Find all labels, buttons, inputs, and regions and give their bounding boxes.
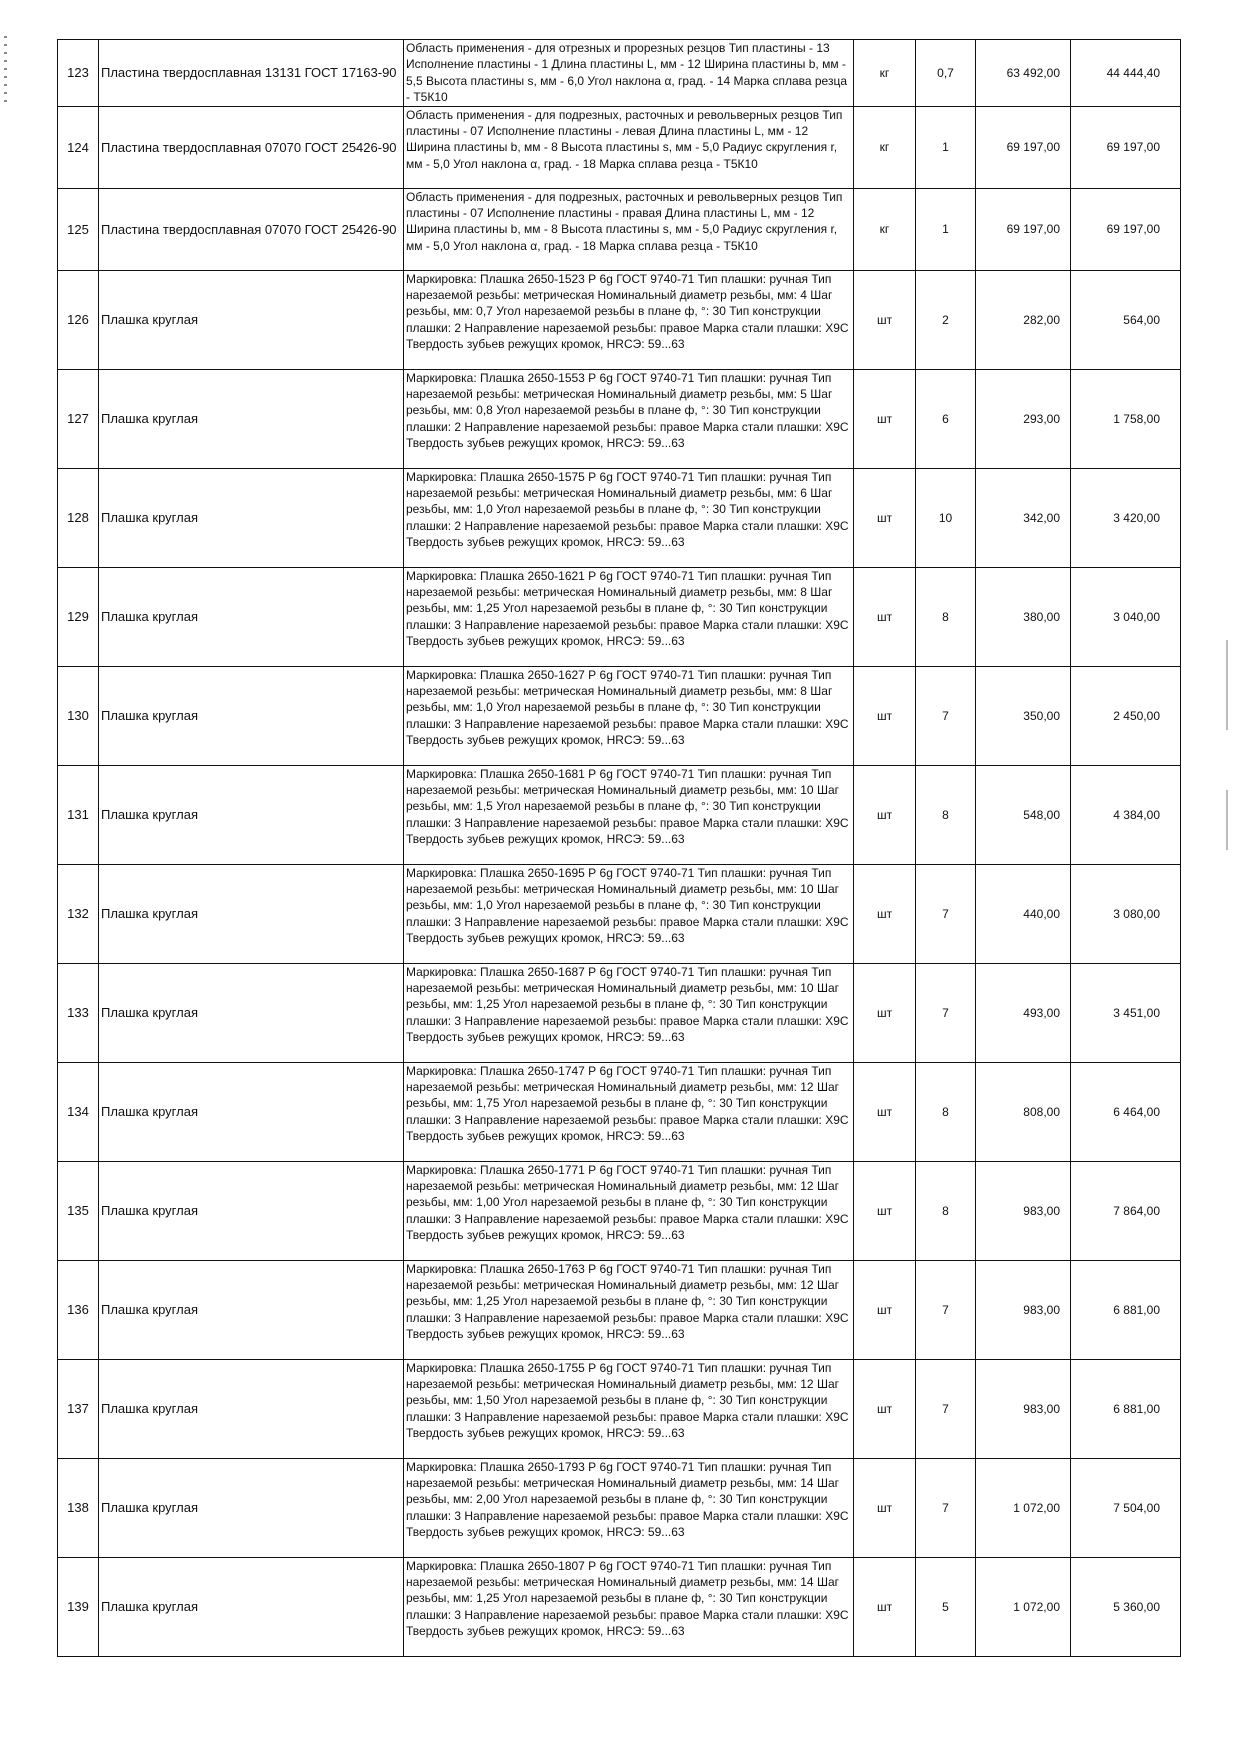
- item-unit: шт: [854, 1458, 916, 1557]
- item-unit: шт: [854, 1260, 916, 1359]
- item-unit: кг: [854, 40, 916, 107]
- item-total: 6 881,00: [1071, 1359, 1181, 1458]
- item-price: 1 072,00: [976, 1458, 1071, 1557]
- item-unit: шт: [854, 468, 916, 567]
- table-row: [58, 567, 1181, 666]
- item-price: 983,00: [976, 1161, 1071, 1260]
- item-total: 6 464,00: [1071, 1062, 1181, 1161]
- item-price: 282,00: [976, 270, 1071, 369]
- row-number: 137: [58, 1359, 99, 1458]
- item-spec: Маркировка: Плашка 2650-1747 Р 6g ГОСТ 9740-71 Тип плашки: ручная Тип нарезаемой резьбы: метрическая Номинальный диаметр резьбы, мм: 12 Шаг резьбы, мм: 1,75 Угол нарезаемой резьбы в плане ф, °: 30 Тип конструкции плашки: 3 Направление нарезаемой резьбы: правое Марка стали плашки: Х9С Твердость зубьев режущих кромок, HRCЭ: 59...63: [404, 1062, 854, 1161]
- item-name: Плашка круглая: [99, 1161, 404, 1260]
- row-number: 139: [58, 1557, 99, 1656]
- item-unit: шт: [854, 1557, 916, 1656]
- item-price: 293,00: [976, 369, 1071, 468]
- item-quantity: 2: [916, 270, 976, 369]
- item-spec: Область применения - для подрезных, расточных и револьверных резцов Тип пластины - 07 Исполнение пластины - правая Длина пластины L, мм - 12 Ширина пластины b, мм - 8 Высота пластины s, мм - 5,0 Радиус скругления r, мм - 5,0 Угол наклона α, град. - 18 Марка сплава резца - Т5К10: [404, 188, 854, 270]
- table-row: [58, 1062, 1181, 1161]
- item-total: 3 451,00: [1071, 963, 1181, 1062]
- row-number: 130: [58, 666, 99, 765]
- item-spec: Маркировка: Плашка 2650-1755 Р 6g ГОСТ 9740-71 Тип плашки: ручная Тип нарезаемой резьбы: метрическая Номинальный диаметр резьбы, мм: 12 Шаг резьбы, мм: 1,50 Угол нарезаемой резьбы в плане ф, °: 30 Тип конструкции плашки: 3 Направление нарезаемой резьбы: правое Марка стали плашки: Х9С Твердость зубьев режущих кромок, HRCЭ: 59...63: [404, 1359, 854, 1458]
- item-total: 3 040,00: [1071, 567, 1181, 666]
- item-unit: шт: [854, 567, 916, 666]
- item-total: 2 450,00: [1071, 666, 1181, 765]
- item-spec: Маркировка: Плашка 2650-1687 Р 6g ГОСТ 9740-71 Тип плашки: ручная Тип нарезаемой резьбы: метрическая Номинальный диаметр резьбы, мм: 10 Шаг резьбы, мм: 1,25 Угол нарезаемой резьбы в плане ф, °: 30 Тип конструкции плашки: 3 Направление нарезаемой резьбы: правое Марка стали плашки: Х9С Твердость зубьев режущих кромок, HRCЭ: 59...63: [404, 963, 854, 1062]
- item-unit: шт: [854, 270, 916, 369]
- item-price: 342,00: [976, 468, 1071, 567]
- row-number: 134: [58, 1062, 99, 1161]
- row-number: 128: [58, 468, 99, 567]
- row-number: 132: [58, 864, 99, 963]
- item-quantity: 7: [916, 666, 976, 765]
- item-price: 548,00: [976, 765, 1071, 864]
- row-number: 136: [58, 1260, 99, 1359]
- row-number: 133: [58, 963, 99, 1062]
- item-name: Плашка круглая: [99, 567, 404, 666]
- item-price: 63 492,00: [976, 40, 1071, 107]
- item-total: 7 864,00: [1071, 1161, 1181, 1260]
- table-row: [58, 963, 1181, 1062]
- table-row: [58, 666, 1181, 765]
- item-price: 69 197,00: [976, 188, 1071, 270]
- item-total: 5 360,00: [1071, 1557, 1181, 1656]
- item-name: Плашка круглая: [99, 369, 404, 468]
- item-spec: Маркировка: Плашка 2650-1523 Р 6g ГОСТ 9740-71 Тип плашки: ручная Тип нарезаемой резьбы: метрическая Номинальный диаметр резьбы, мм: 4 Шаг резьбы, мм: 0,7 Угол нарезаемой резьбы в плане ф, °: 30 Тип конструкции плашки: 2 Направление нарезаемой резьбы: правое Марка стали плашки: Х9С Твердость зубьев режущих кромок, HRCЭ: 59...63: [404, 270, 854, 369]
- item-name: Плашка круглая: [99, 765, 404, 864]
- row-number: 138: [58, 1458, 99, 1557]
- item-spec: Маркировка: Плашка 2650-1793 Р 6g ГОСТ 9740-71 Тип плашки: ручная Тип нарезаемой резьбы: метрическая Номинальный диаметр резьбы, мм: 14 Шаг резьбы, мм: 2,00 Угол нарезаемой резьбы в плане ф, °: 30 Тип конструкции плашки: 3 Направление нарезаемой резьбы: правое Марка стали плашки: Х9С Твердость зубьев режущих кромок, HRCЭ: 59...63: [404, 1458, 854, 1557]
- item-unit: шт: [854, 1359, 916, 1458]
- item-quantity: 1: [916, 106, 976, 188]
- item-spec: Маркировка: Плашка 2650-1627 Р 6g ГОСТ 9740-71 Тип плашки: ручная Тип нарезаемой резьбы: метрическая Номинальный диаметр резьбы, мм: 8 Шаг резьбы, мм: 1,0 Угол нарезаемой резьбы в плане ф, °: 30 Тип конструкции плашки: 3 Направление нарезаемой резьбы: правое Марка стали плашки: Х9С Твердость зубьев режущих кромок, HRCЭ: 59...63: [404, 666, 854, 765]
- table-row: [58, 106, 1181, 188]
- item-name: Плашка круглая: [99, 1359, 404, 1458]
- item-price: 1 072,00: [976, 1557, 1071, 1656]
- item-unit: шт: [854, 666, 916, 765]
- table-row: [58, 188, 1181, 270]
- item-quantity: 6: [916, 369, 976, 468]
- table-row: [58, 40, 1181, 107]
- item-total: 69 197,00: [1071, 106, 1181, 188]
- item-total: 3 420,00: [1071, 468, 1181, 567]
- item-spec: Маркировка: Плашка 2650-1763 Р 6g ГОСТ 9740-71 Тип плашки: ручная Тип нарезаемой резьбы: метрическая Номинальный диаметр резьбы, мм: 12 Шаг резьбы, мм: 1,25 Угол нарезаемой резьбы в плане ф, °: 30 Тип конструкции плашки: 3 Направление нарезаемой резьбы: правое Марка стали плашки: Х9С Твердость зубьев режущих кромок, HRCЭ: 59...63: [404, 1260, 854, 1359]
- table-row: [58, 270, 1181, 369]
- table-row: [58, 765, 1181, 864]
- scan-edge-line: [1226, 640, 1228, 730]
- row-number: 123: [58, 40, 99, 107]
- item-spec: Маркировка: Плашка 2650-1553 Р 6g ГОСТ 9740-71 Тип плашки: ручная Тип нарезаемой резьбы: метрическая Номинальный диаметр резьбы, мм: 5 Шаг резьбы, мм: 0,8 Угол нарезаемой резьбы в плане ф, °: 30 Тип конструкции плашки: 2 Направление нарезаемой резьбы: правое Марка стали плашки: Х9С Твердость зубьев режущих кромок, HRCЭ: 59...63: [404, 369, 854, 468]
- item-price: 380,00: [976, 567, 1071, 666]
- table-row: [58, 369, 1181, 468]
- items-table: [57, 39, 1181, 1657]
- item-quantity: 7: [916, 864, 976, 963]
- item-quantity: 7: [916, 1458, 976, 1557]
- item-spec: Маркировка: Плашка 2650-1575 Р 6g ГОСТ 9740-71 Тип плашки: ручная Тип нарезаемой резьбы: метрическая Номинальный диаметр резьбы, мм: 6 Шаг резьбы, мм: 1,0 Угол нарезаемой резьбы в плане ф, °: 30 Тип конструкции плашки: 2 Направление нарезаемой резьбы: правое Марка стали плашки: Х9С Твердость зубьев режущих кромок, HRCЭ: 59...63: [404, 468, 854, 567]
- item-quantity: 7: [916, 1260, 976, 1359]
- item-price: 983,00: [976, 1359, 1071, 1458]
- item-total: 3 080,00: [1071, 864, 1181, 963]
- scan-edge-line: [1226, 790, 1228, 850]
- item-quantity: 5: [916, 1557, 976, 1656]
- item-spec: Маркировка: Плашка 2650-1807 Р 6g ГОСТ 9740-71 Тип плашки: ручная Тип нарезаемой резьбы: метрическая Номинальный диаметр резьбы, мм: 14 Шаг резьбы, мм: 1,25 Угол нарезаемой резьбы в плане ф, °: 30 Тип конструкции плашки: 3 Направление нарезаемой резьбы: правое Марка стали плашки: Х9С Твердость зубьев режущих кромок, HRCЭ: 59...63: [404, 1557, 854, 1656]
- item-name: Плашка круглая: [99, 864, 404, 963]
- item-name: Плашка круглая: [99, 963, 404, 1062]
- item-unit: кг: [854, 188, 916, 270]
- item-price: 69 197,00: [976, 106, 1071, 188]
- item-name: Пластина твердосплавная 13131 ГОСТ 17163-90: [99, 40, 404, 107]
- item-spec: Область применения - для подрезных, расточных и револьверных резцов Тип пластины - 07 Исполнение пластины - левая Длина пластины L, мм - 12 Ширина пластины b, мм - 8 Высота пластины s, мм - 5,0 Радиус скругления r, мм - 5,0 Угол наклона α, град. - 18 Марка сплава резца - Т5К10: [404, 106, 854, 188]
- item-unit: шт: [854, 1161, 916, 1260]
- item-quantity: 8: [916, 1062, 976, 1161]
- item-spec: Маркировка: Плашка 2650-1771 Р 6g ГОСТ 9740-71 Тип плашки: ручная Тип нарезаемой резьбы: метрическая Номинальный диаметр резьбы, мм: 12 Шаг резьбы, мм: 1,00 Угол нарезаемой резьбы в плане ф, °: 30 Тип конструкции плашки: 3 Направление нарезаемой резьбы: правое Марка стали плашки: Х9С Твердость зубьев режущих кромок, HRCЭ: 59...63: [404, 1161, 854, 1260]
- item-quantity: 8: [916, 765, 976, 864]
- item-unit: шт: [854, 765, 916, 864]
- scan-edge-marks: [0, 30, 12, 150]
- item-total: 44 444,40: [1071, 40, 1181, 107]
- item-spec: Маркировка: Плашка 2650-1681 Р 6g ГОСТ 9740-71 Тип плашки: ручная Тип нарезаемой резьбы: метрическая Номинальный диаметр резьбы, мм: 10 Шаг резьбы, мм: 1,5 Угол нарезаемой резьбы в плане ф, °: 30 Тип конструкции плашки: 3 Направление нарезаемой резьбы: правое Марка стали плашки: Х9С Твердость зубьев режущих кромок, HRCЭ: 59...63: [404, 765, 854, 864]
- item-quantity: 0,7: [916, 40, 976, 107]
- item-name: Плашка круглая: [99, 270, 404, 369]
- row-number: 124: [58, 106, 99, 188]
- item-total: 6 881,00: [1071, 1260, 1181, 1359]
- item-name: Пластина твердосплавная 07070 ГОСТ 25426-90: [99, 188, 404, 270]
- item-unit: шт: [854, 963, 916, 1062]
- table-row: [58, 1359, 1181, 1458]
- item-price: 440,00: [976, 864, 1071, 963]
- row-number: 131: [58, 765, 99, 864]
- item-total: 4 384,00: [1071, 765, 1181, 864]
- item-spec: Маркировка: Плашка 2650-1695 Р 6g ГОСТ 9740-71 Тип плашки: ручная Тип нарезаемой резьбы: метрическая Номинальный диаметр резьбы, мм: 10 Шаг резьбы, мм: 1,0 Угол нарезаемой резьбы в плане ф, °: 30 Тип конструкции плашки: 3 Направление нарезаемой резьбы: правое Марка стали плашки: Х9С Твердость зубьев режущих кромок, HRCЭ: 59...63: [404, 864, 854, 963]
- item-quantity: 7: [916, 1359, 976, 1458]
- table-row: [58, 1161, 1181, 1260]
- item-spec: Область применения - для отрезных и прорезных резцов Тип пластины - 13 Исполнение пластины - 1 Длина пластины L, мм - 12 Ширина пластины b, мм - 5,5 Высота пластины s, мм - 6,0 Угол наклона α, град. - 14 Марка сплава резца - Т5К10: [404, 40, 854, 107]
- item-name: Плашка круглая: [99, 1062, 404, 1161]
- item-unit: шт: [854, 1062, 916, 1161]
- item-name: Плашка круглая: [99, 666, 404, 765]
- item-spec: Маркировка: Плашка 2650-1621 Р 6g ГОСТ 9740-71 Тип плашки: ручная Тип нарезаемой резьбы: метрическая Номинальный диаметр резьбы, мм: 8 Шаг резьбы, мм: 1,25 Угол нарезаемой резьбы в плане ф, °: 30 Тип конструкции плашки: 3 Направление нарезаемой резьбы: правое Марка стали плашки: Х9С Твердость зубьев режущих кромок, HRCЭ: 59...63: [404, 567, 854, 666]
- item-price: 493,00: [976, 963, 1071, 1062]
- item-total: 69 197,00: [1071, 188, 1181, 270]
- item-quantity: 8: [916, 1161, 976, 1260]
- item-unit: шт: [854, 864, 916, 963]
- row-number: 127: [58, 369, 99, 468]
- table-row: [58, 468, 1181, 567]
- row-number: 129: [58, 567, 99, 666]
- row-number: 125: [58, 188, 99, 270]
- item-quantity: 1: [916, 188, 976, 270]
- item-price: 350,00: [976, 666, 1071, 765]
- item-price: 808,00: [976, 1062, 1071, 1161]
- table-row: [58, 1260, 1181, 1359]
- item-total: 1 758,00: [1071, 369, 1181, 468]
- item-price: 983,00: [976, 1260, 1071, 1359]
- item-unit: кг: [854, 106, 916, 188]
- row-number: 135: [58, 1161, 99, 1260]
- row-number: 126: [58, 270, 99, 369]
- item-quantity: 10: [916, 468, 976, 567]
- item-quantity: 7: [916, 963, 976, 1062]
- item-name: Плашка круглая: [99, 1557, 404, 1656]
- item-name: Плашка круглая: [99, 1458, 404, 1557]
- item-unit: шт: [854, 369, 916, 468]
- item-name: Плашка круглая: [99, 468, 404, 567]
- item-name: Пластина твердосплавная 07070 ГОСТ 25426-90: [99, 106, 404, 188]
- items-table-body: [58, 40, 1181, 1657]
- item-total: 564,00: [1071, 270, 1181, 369]
- table-row: [58, 864, 1181, 963]
- table-row: [58, 1557, 1181, 1656]
- item-name: Плашка круглая: [99, 1260, 404, 1359]
- table-row: [58, 1458, 1181, 1557]
- item-quantity: 8: [916, 567, 976, 666]
- item-total: 7 504,00: [1071, 1458, 1181, 1557]
